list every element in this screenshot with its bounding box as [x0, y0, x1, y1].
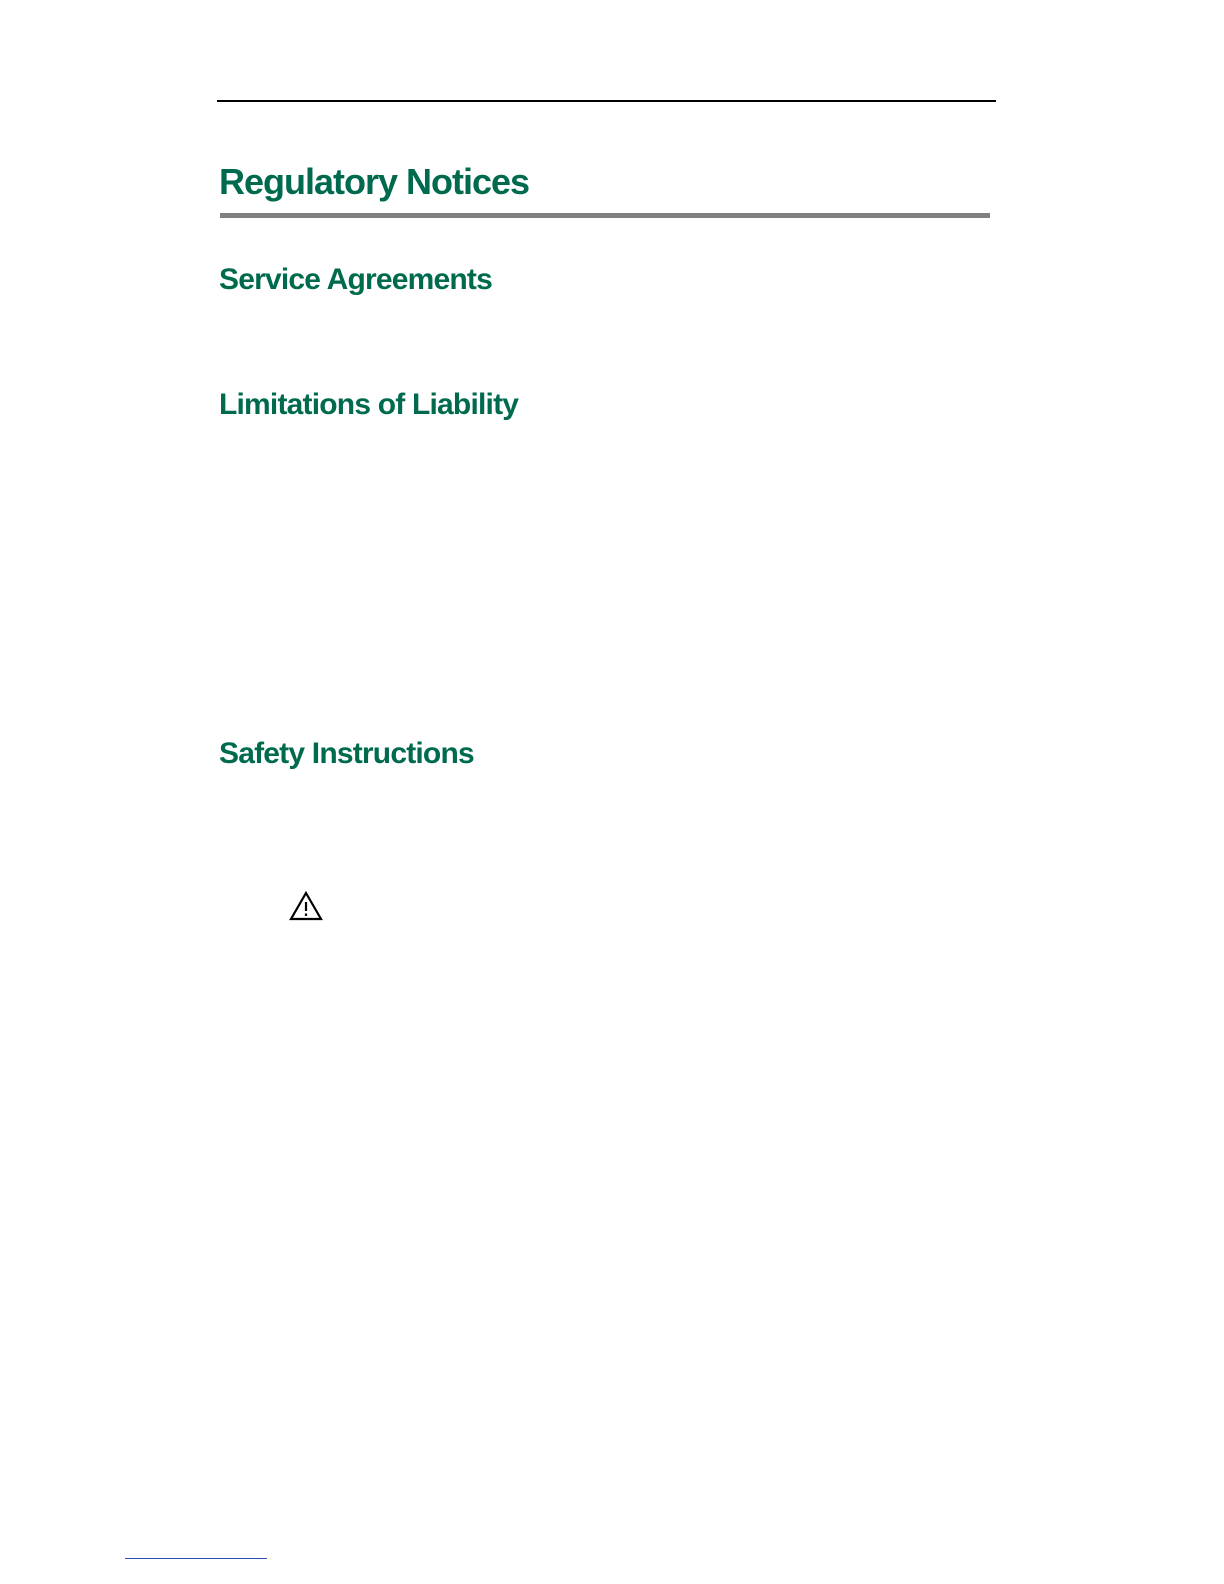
- section-heading-safety-instructions: Safety Instructions: [219, 737, 474, 770]
- header-rule: [217, 100, 996, 102]
- page-title: Regulatory Notices: [219, 161, 530, 202]
- warning-triangle-icon: [289, 891, 323, 921]
- footnote-separator: [125, 1558, 267, 1559]
- title-underline: [220, 213, 990, 218]
- section-heading-service-agreements: Service Agreements: [219, 263, 492, 296]
- section-heading-limitations-of-liability: Limitations of Liability: [219, 388, 519, 421]
